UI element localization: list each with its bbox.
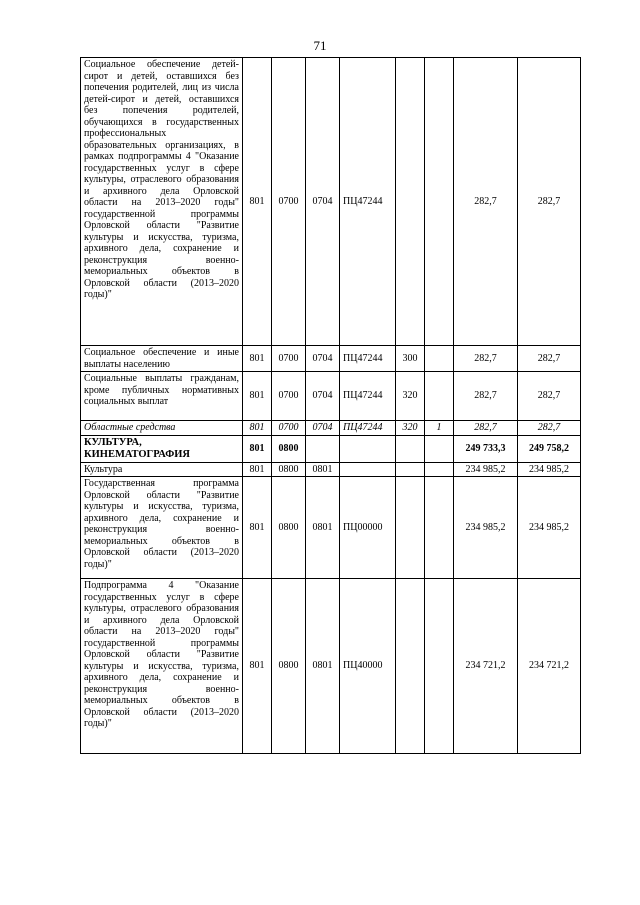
cell-amount-1: 282,7 bbox=[454, 421, 518, 436]
table-row bbox=[81, 579, 581, 754]
cell-target-article: ПЦ47244 bbox=[340, 346, 396, 372]
cell-funding-code bbox=[425, 477, 454, 579]
cell-section-code: 0800 bbox=[272, 462, 306, 477]
cell-expense-type bbox=[396, 579, 425, 754]
cell-subsection-code: 0801 bbox=[306, 477, 340, 579]
cell-amount-1: 234 985,2 bbox=[454, 477, 518, 579]
cell-funding-code: 1 bbox=[425, 421, 454, 436]
cell-expense-type bbox=[396, 58, 425, 346]
row-name: Государственная программа Орловской области "Развитие культуры и искусства, туризма, архивного дела, сохранение и реконструкция военно-мемориальных объектов в Орловской области (2013–2020 годы)" bbox=[81, 477, 243, 579]
cell-amount-1: 282,7 bbox=[454, 372, 518, 421]
cell-expense-type bbox=[396, 462, 425, 477]
cell-amount-2: 249 758,2 bbox=[518, 435, 581, 462]
cell-funding-code bbox=[425, 435, 454, 462]
cell-ministry-code: 801 bbox=[243, 421, 272, 436]
cell-section-code: 0700 bbox=[272, 372, 306, 421]
cell-ministry-code: 801 bbox=[243, 435, 272, 462]
cell-amount-2: 282,7 bbox=[518, 421, 581, 436]
cell-amount-2: 234 985,2 bbox=[518, 462, 581, 477]
cell-funding-code bbox=[425, 579, 454, 754]
row-name: Социальное обеспечение и иные выплаты населению bbox=[81, 346, 243, 372]
row-name: КУЛЬТУРА, КИНЕМАТОГРАФИЯ bbox=[81, 435, 243, 462]
row-name: Социальное обеспечение детей-сирот и детей, оставшихся без попечения родителей, лиц из числа детей-сирот и детей, оставшихся без попечения родителей, обучающихся в государственных профессиональных образовательных организациях, в рамках подпрограммы 4 "Оказание государственных услуг в сфере культуры, отраслевого образования и архивного дела Орловской области на 2013–2020 годы" государственной программы Орловской области "Развитие культуры и искусства, туризма, архивного дела, сохранение и реконструкция военно-мемориальных объектов в Орловской области (2013–2020 годы)" bbox=[81, 58, 243, 346]
cell-target-article: ПЦ40000 bbox=[340, 579, 396, 754]
cell-expense-type: 320 bbox=[396, 421, 425, 436]
budget-table bbox=[80, 57, 581, 754]
cell-ministry-code: 801 bbox=[243, 477, 272, 579]
cell-subsection-code: 0704 bbox=[306, 372, 340, 421]
cell-amount-2: 234 985,2 bbox=[518, 477, 581, 579]
cell-subsection-code: 0801 bbox=[306, 579, 340, 754]
table-row bbox=[81, 462, 581, 477]
cell-section-code: 0800 bbox=[272, 477, 306, 579]
cell-section-code: 0800 bbox=[272, 435, 306, 462]
cell-target-article: ПЦ00000 bbox=[340, 477, 396, 579]
cell-amount-2: 282,7 bbox=[518, 372, 581, 421]
table-row bbox=[81, 435, 581, 462]
cell-section-code: 0700 bbox=[272, 346, 306, 372]
cell-ministry-code: 801 bbox=[243, 579, 272, 754]
cell-subsection-code bbox=[306, 435, 340, 462]
table-row bbox=[81, 58, 581, 346]
cell-funding-code bbox=[425, 346, 454, 372]
row-name: Областные средства bbox=[81, 421, 243, 436]
cell-target-article bbox=[340, 462, 396, 477]
table-row bbox=[81, 372, 581, 421]
cell-section-code: 0700 bbox=[272, 58, 306, 346]
table-row bbox=[81, 346, 581, 372]
cell-ministry-code: 801 bbox=[243, 58, 272, 346]
cell-expense-type: 320 bbox=[396, 372, 425, 421]
cell-section-code: 0800 bbox=[272, 579, 306, 754]
cell-subsection-code: 0704 bbox=[306, 346, 340, 372]
cell-funding-code bbox=[425, 58, 454, 346]
cell-amount-1: 282,7 bbox=[454, 346, 518, 372]
cell-target-article bbox=[340, 435, 396, 462]
table-row bbox=[81, 477, 581, 579]
cell-ministry-code: 801 bbox=[243, 462, 272, 477]
cell-ministry-code: 801 bbox=[243, 346, 272, 372]
cell-funding-code bbox=[425, 462, 454, 477]
cell-amount-1: 282,7 bbox=[454, 58, 518, 346]
row-name: Социальные выплаты гражданам, кроме публичных нормативных социальных выплат bbox=[81, 372, 243, 421]
cell-amount-1: 249 733,3 bbox=[454, 435, 518, 462]
cell-target-article: ПЦ47244 bbox=[340, 421, 396, 436]
cell-subsection-code: 0704 bbox=[306, 421, 340, 436]
cell-expense-type: 300 bbox=[396, 346, 425, 372]
table-row bbox=[81, 421, 581, 436]
cell-amount-2: 234 721,2 bbox=[518, 579, 581, 754]
cell-expense-type bbox=[396, 435, 425, 462]
cell-target-article: ПЦ47244 bbox=[340, 58, 396, 346]
row-name: Культура bbox=[81, 462, 243, 477]
page-number: 71 bbox=[313, 38, 327, 53]
cell-funding-code bbox=[425, 372, 454, 421]
cell-amount-1: 234 721,2 bbox=[454, 579, 518, 754]
cell-amount-2: 282,7 bbox=[518, 346, 581, 372]
cell-subsection-code: 0704 bbox=[306, 58, 340, 346]
cell-expense-type bbox=[396, 477, 425, 579]
cell-target-article: ПЦ47244 bbox=[340, 372, 396, 421]
cell-subsection-code: 0801 bbox=[306, 462, 340, 477]
cell-ministry-code: 801 bbox=[243, 372, 272, 421]
cell-amount-1: 234 985,2 bbox=[454, 462, 518, 477]
cell-section-code: 0700 bbox=[272, 421, 306, 436]
cell-amount-2: 282,7 bbox=[518, 58, 581, 346]
row-name: Подпрограмма 4 "Оказание государственных услуг в сфере культуры, отраслевого образования и архивного дела Орловской области на 2013–2020 годы" государственной программы Орловской области "Развитие культуры и искусства, туризма, архивного дела, сохранение и реконструкция военно-мемориальных объектов в Орловской области (2013–2020 годы)" bbox=[81, 579, 243, 754]
